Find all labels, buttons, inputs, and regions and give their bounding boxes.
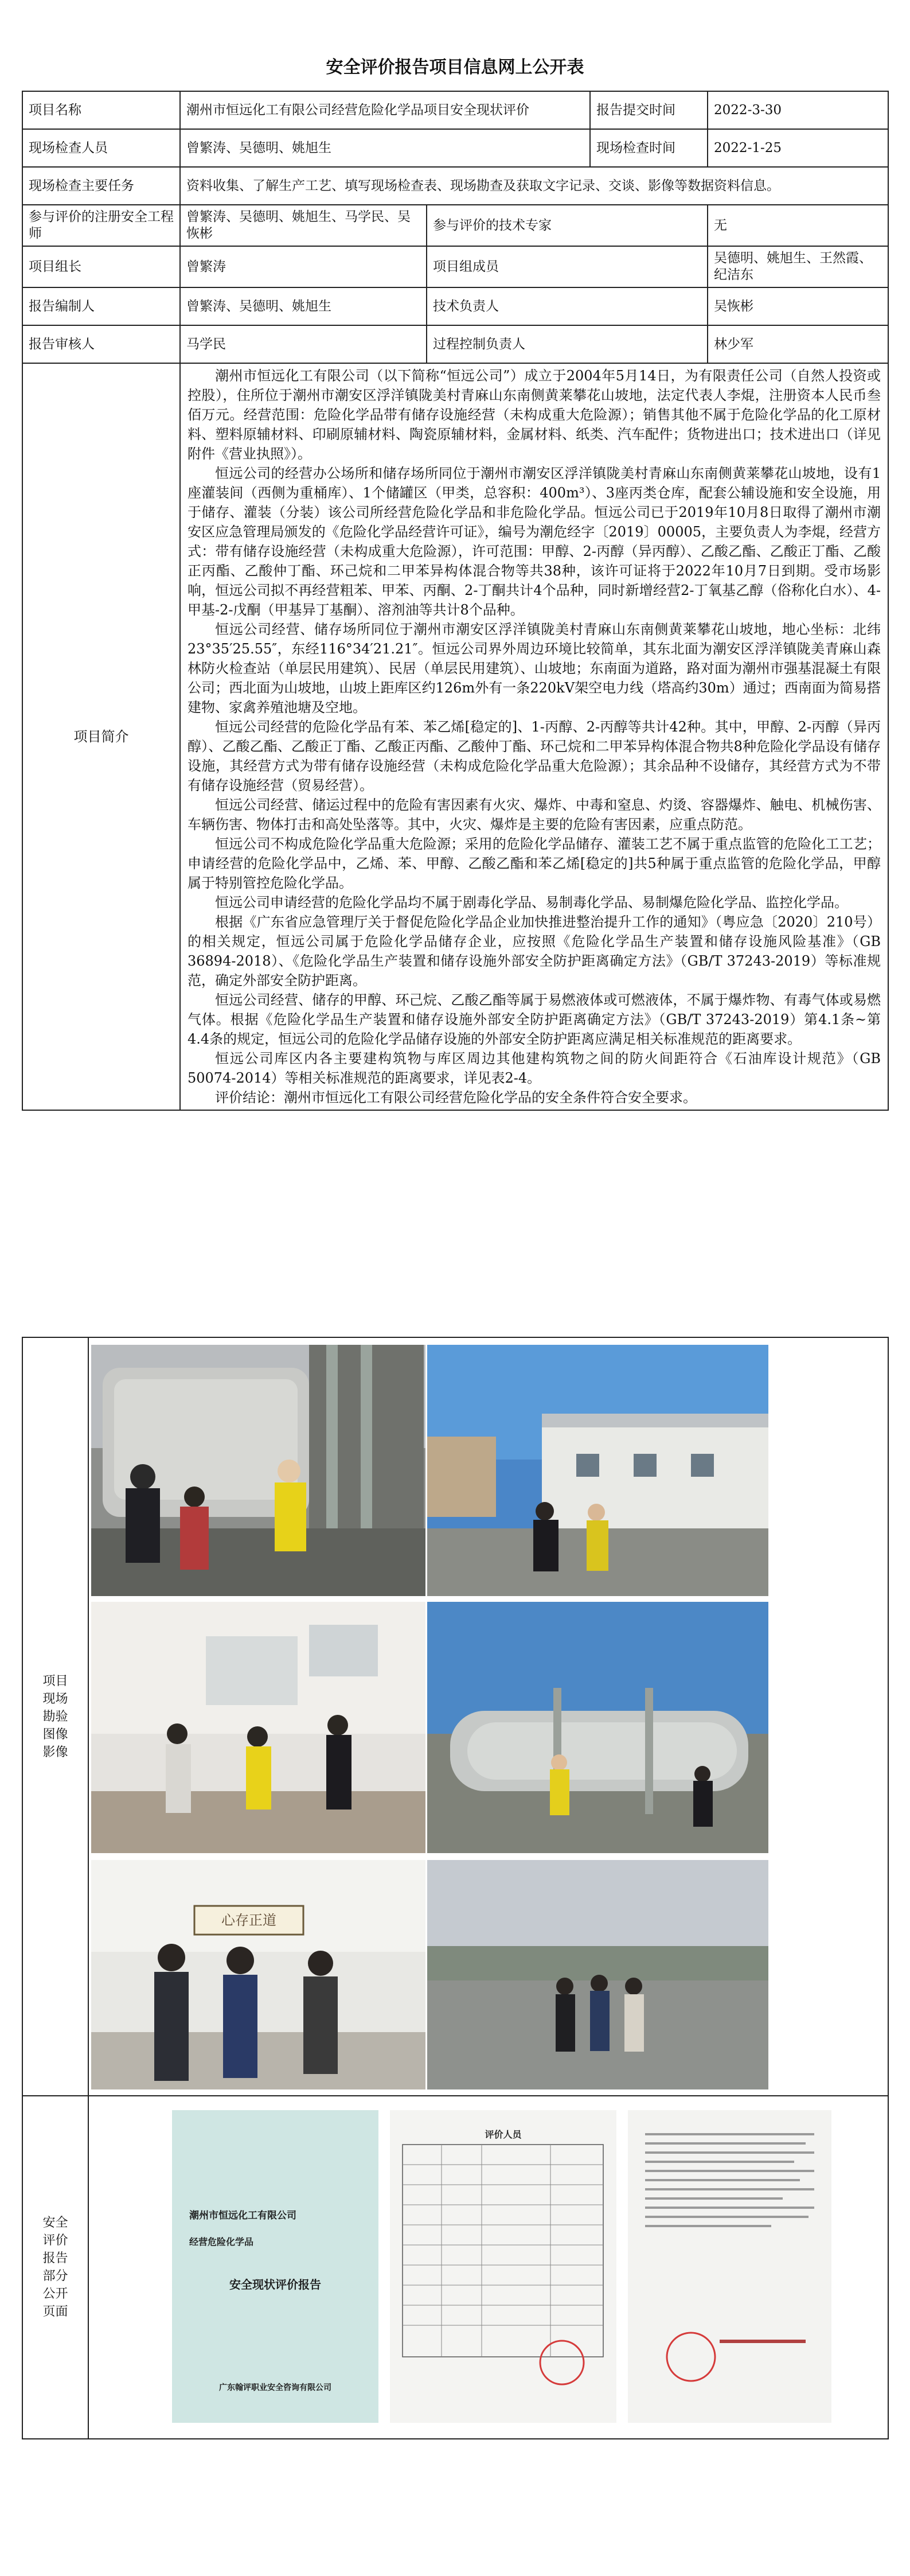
- members-value: 吴德明、姚旭生、王然霞、纪洁东: [708, 246, 888, 287]
- site-photo-yard-group: [427, 1860, 768, 2089]
- engineers-label: 参与评价的注册安全工程师: [22, 205, 180, 246]
- intro-paragraph: 恒远公司经营的危险化学品有苯、苯乙烯[稳定的]、1-丙醇、2-丙醇等共计42种。其中，甲醇、2-丙醇（异丙醇）、乙酸乙酯、乙酸正丁酯、乙酸正丙酯、乙酸仲丁酯、环己烷和二甲苯异构体混合物共8种危险化学品设有储存设施，其经营方式为带有储存设施经营（未构成危险化学品重大危险源）；其余品种不设储存，其经营方式为不带有储存设施经营（贸易经营）。: [188, 719, 881, 793]
- tech-experts-value: 无: [708, 205, 888, 246]
- inspectors-value: 曾繁涛、吴德明、姚旭生: [180, 129, 590, 167]
- engineers-value: 曾繁涛、吴德明、姚旭生、马学民、吴恢彬: [180, 205, 427, 246]
- submit-time-label: 报告提交时间: [590, 91, 708, 129]
- tech-lead-value: 吴恢彬: [708, 287, 888, 325]
- intro-paragraph: 恒远公司经营、储运过程中的危险有害因素有火灾、爆炸、中毒和窒息、灼烫、容器爆炸、触电、机械伤害、车辆伤害、物体打击和高处坠落等。其中，火灾、爆炸是主要的危险有害因素，应重点防范。: [188, 797, 881, 832]
- cover-doc-title: 安全现状评价报告: [229, 2278, 321, 2291]
- site-photo-control-room: [91, 1602, 425, 1853]
- intro-paragraph: 恒远公司经营、储存的甲醇、环己烷、乙酸乙酯等属于易燃液体或可燃液体，不属于爆炸物、有毒气体或易燃气体。根据《危险化学品生产装置和储存设施外部安全防护距离确定方法》（GB/T 37243-2019）第4.1条~第4.4条的规定，恒远公司的危险化学品储存设施的外部安全防护距离应满足相关标准规范的距离要求。: [188, 992, 881, 1047]
- process-lead-value: 林少军: [708, 325, 888, 363]
- intro-paragraph: 恒远公司申请经营的危险化学品均不属于剧毒化学品、易制毒化学品、易制爆危险化学品、监控化学品。: [215, 894, 848, 910]
- tasks-label: 现场检查主要任务: [22, 167, 180, 205]
- compiler-label: 报告编制人: [22, 287, 180, 325]
- reviewer-label: 报告审核人: [22, 325, 180, 363]
- tech-experts-label: 参与评价的技术专家: [427, 205, 708, 246]
- intro-paragraph: 根据《广东省应急管理厅关于督促危险化学品企业加快推进整治提升工作的通知》（粤应急〔2020〕210号）的相关规定，恒远公司属于危险化学品储存企业，应按照《危险化学品生产装置和储存设施风险基准》（GB 36894-2018）、《危险化学品生产装置和储存设施外部安全防护距离确定方法》（GB/T 37243-2019）等标准规范，确定外部安全防护距离。: [188, 914, 881, 989]
- page-title: 安全评价报告项目信息网上公开表: [326, 57, 584, 77]
- compiler-value: 曾繁涛、吴德明、姚旭生: [180, 287, 427, 325]
- report-pages-label: 安全评价报告部分公开页面: [22, 2096, 88, 2439]
- tech-lead-label: 技术负责人: [427, 287, 708, 325]
- report-declaration-page: [628, 2110, 831, 2423]
- wall-calligraphy: 心存正道: [221, 1912, 276, 1928]
- intro-paragraph: 恒远公司经营、储存场所同位于潮州市潮安区浮洋镇陇美村青麻山东南侧黄莱攀花山坡地，地心坐标：北纬23°35′25.55″，东经116°34′21.21″。恒远公司界外周边环境比较简单，其东北面为潮安区浮洋镇陇美青麻山森林防火检查站（单层民用建筑）、民居（单层民用建筑）、山坡地；东南面为道路，路对面为潮州市强基混凝土有限公司；西北面为山坡地，山坡上距库区约126m外有一条220kV架空电力线（塔高约30m）通过；西南面为简易搭建物、家禽养殖池塘及空地。: [188, 621, 881, 715]
- intro-paragraph: 评价结论：潮州市恒远化工有限公司经营危险化学品的安全条件符合安全要求。: [215, 1089, 697, 1106]
- tasks-value: 资料收集、了解生产工艺、填写现场检查表、现场勘查及获取文字记录、交谈、影像等数据资料信息。: [180, 167, 888, 205]
- photos-label: 项目现场勘验图像影像: [22, 1337, 88, 2096]
- site-photo-tank-truck: [91, 1345, 425, 1596]
- intro-body: [180, 363, 888, 1110]
- site-photo-office-group: [91, 1860, 425, 2089]
- image-table: [22, 1337, 889, 2439]
- inspect-time-value: 2022-1-25: [708, 129, 888, 167]
- intro-label: 项目简介: [22, 363, 180, 1110]
- reviewer-value: 马学民: [180, 325, 427, 363]
- cover-company: 潮州市恒远化工有限公司: [189, 2210, 296, 2221]
- site-photo-storage-tanks: [427, 1602, 768, 1853]
- intro-paragraph: 恒远公司的经营办公场所和储存场所同位于潮州市潮安区浮洋镇陇美村青麻山东南侧黄莱攀花山坡地，设有1座灌装间（西侧为重桶库）、1个储罐区（甲类，总容积：400m³）、3座丙类仓库，配套公辅设施和安全设施，用于储存、灌装（分装）该公司所经营危险化学品和非危险化学品。恒远公司已于2019年10月8日取得了潮州市潮安区应急管理局颁发的《危险化学品经营许可证》，编号为潮危经字〔2019〕00005，主要负责人为李焜，经营方式：带有储存设施经营（未构成重大危险源），许可范围：甲醇、2-丙醇（异丙醇）、乙酸乙酯、乙酸正丁酯、乙酸正丙酯、乙酸仲丁酯、环己烷和二甲苯异构体混合物等共38种，该许可证将于2022年10月7日到期。受市场影响，恒远公司拟不再经营粗苯、甲苯、丙酮、2-丁酮共计4个品种，同时新增经营2-丁氧基乙醇（俗称化白水）、4-甲基-2-戊酮（甲基异丁基酮）、溶剂油等共计8个品种。: [188, 465, 881, 618]
- report-cover-page: [172, 2110, 378, 2423]
- cover-issuer: 广东翰评职业安全咨询有限公司: [219, 2383, 331, 2392]
- intro-paragraph: 恒远公司库区内各主要建构筑物与库区周边其他建构筑物之间的防火间距符合《石油库设计规范》（GB 50074-2014）等相关标准规范的距离要求，详见表2-4。: [188, 1050, 881, 1086]
- process-lead-label: 过程控制负责人: [427, 325, 708, 363]
- project-name-label: 项目名称: [22, 91, 180, 129]
- submit-time-value: 2022-3-30: [708, 91, 888, 129]
- leader-label: 项目组长: [22, 246, 180, 287]
- report-pages-cell: [88, 2096, 888, 2439]
- site-photo-building-exterior: [427, 1345, 768, 1596]
- info-table: [22, 91, 889, 1111]
- project-name-value: 潮州市恒远化工有限公司经营危险化学品项目安全现状评价: [180, 91, 590, 129]
- cover-subject: 经营危险化学品: [189, 2236, 254, 2247]
- intro-paragraph: 潮州市恒远化工有限公司（以下简称“恒远公司”）成立于2004年5月14日，为有限责任公司（自然人投资或控股），住所位于潮州市潮安区浮洋镇陇美村青麻山东南侧黄莱攀花山坡地，法定代表人李焜，注册资本人民币叁佰万元。经营范围：危险化学品带有储存设施经营（未构成重大危险源）；销售其他不属于危险化学品的化工原材料、塑料原辅材料、印刷原辅材料、陶瓷原辅材料，金属材料、纸类、汽车配件；货物进出口；技术进出口（详见附件《营业执照》）。: [188, 368, 881, 462]
- intro-paragraph: 恒远公司不构成危险化学品重大危险源；采用的危险化学品储存、灌装工艺不属于重点监管的危险化工工艺；申请经营的危险化学品中，乙烯、苯、甲醇、乙酸乙酯和苯乙烯[稳定的]共5种属于重点监管的危险化学品，甲醇属于特别管控危险化学品。: [188, 836, 881, 891]
- sign-sheet-title: 评价人员: [485, 2129, 522, 2140]
- inspectors-label: 现场检查人员: [22, 129, 180, 167]
- photos-cell: [88, 1337, 888, 2096]
- members-label: 项目组成员: [427, 246, 708, 287]
- inspect-time-label: 现场检查时间: [590, 129, 708, 167]
- leader-value: 曾繁涛: [180, 246, 427, 287]
- report-sign-sheet: [390, 2110, 616, 2423]
